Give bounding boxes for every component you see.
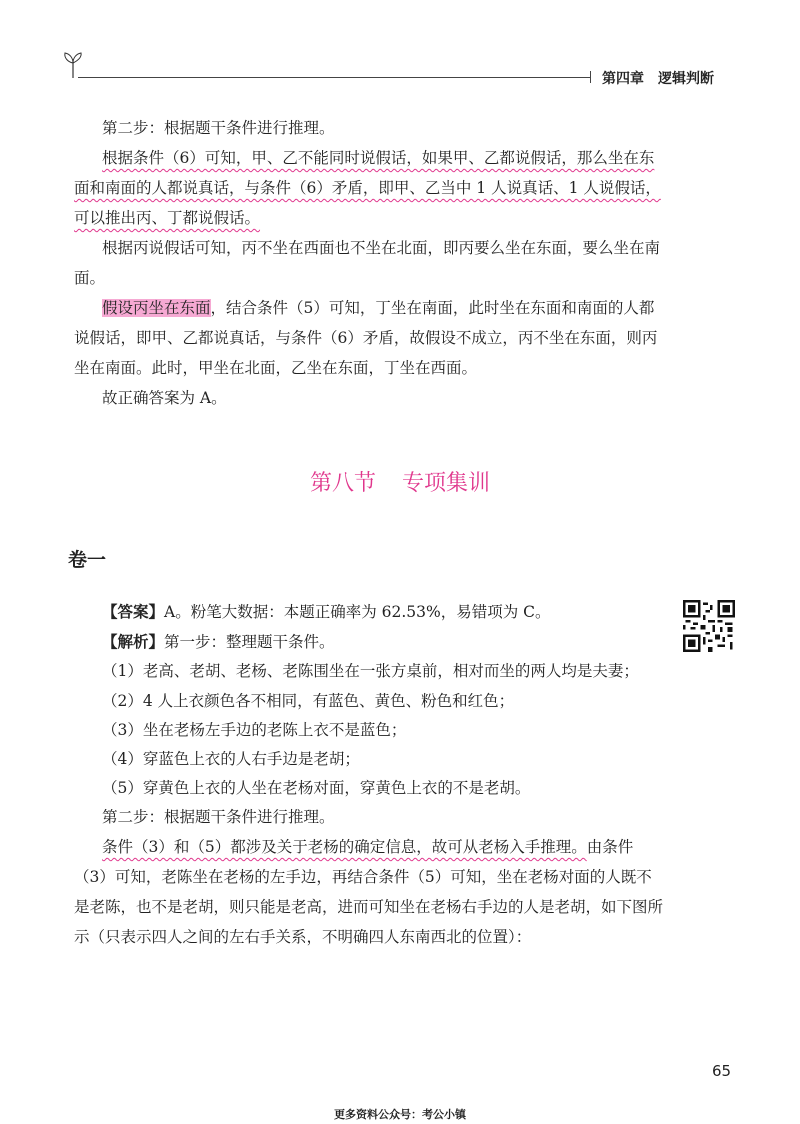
reasoning-wavy-text: 条件（3）和（5）都涉及关于老杨的确定信息，故可从老杨入手推理。	[102, 838, 587, 856]
reasoning-text: 由条件（3）可知，老陈坐在老杨的左手边，再结合条件（5）可知，坐在老杨对面的人既不是老陈，也不是老胡，则只能是老高，进而可知坐在老杨右手边的人是老胡，如下图所示（只表示四人之间的左右手关系，不明确四人东南西北的位置）：	[74, 838, 664, 946]
header-rule-tick	[590, 71, 591, 83]
condition-item	[74, 656, 664, 686]
condition-item	[74, 715, 664, 745]
condition-item	[74, 686, 664, 716]
chapter-subject: 逻辑判断	[658, 71, 714, 87]
condition-2: （2）4 人上衣颜色各不相同，有蓝色、黄色、粉色和红色；	[102, 692, 515, 710]
condition-1: （1）老高、老胡、老杨、老陈围坐在一张方桌前，相对而坐的两人均是夫妻；	[102, 662, 639, 680]
answer-text: 故正确答案为 A。	[102, 389, 227, 407]
answer-block-text: A。粉笔大数据：本题正确率为 62.53%，易错项为 C。	[164, 603, 551, 621]
step2-line	[74, 802, 664, 832]
analysis-label: 【解析】	[102, 633, 165, 651]
step2-text: 第二步：根据题干条件进行推理。	[102, 119, 335, 137]
sprout-logo-icon	[62, 50, 84, 80]
paragraph-step2	[74, 113, 664, 143]
page-number: 65	[712, 1062, 732, 1080]
analysis-line	[74, 627, 664, 657]
section-name: 专项集训	[402, 471, 491, 496]
chapter-header	[602, 68, 714, 88]
answer-line	[74, 597, 664, 627]
condition-3: （3）坐在老杨左手边的老陈上衣不是蓝色；	[102, 721, 407, 739]
paragraph-condition6	[74, 143, 664, 233]
header-rule	[78, 77, 590, 78]
assumption-text: ，结合条件（5）可知，丁坐在南面，此时坐在东面和南面的人都说假话，即甲、乙都说真话，与条件（6）矛盾，故假设不成立，丙不坐在东面，则丙坐在南面。此时，甲坐在北面，乙坐在东面，丁坐在西面。	[74, 299, 658, 377]
condition-5: （5）穿黄色上衣的人坐在老杨对面，穿黄色上衣的不是老胡。	[102, 779, 531, 797]
answer-step2-text: 第二步：根据题干条件进行推理。	[102, 808, 335, 826]
analysis-text: 第一步：整理题干条件。	[164, 633, 335, 651]
condition-4: （4）穿蓝色上衣的人右手边是老胡；	[102, 750, 360, 768]
condition-item	[74, 773, 664, 803]
footer-text: 更多资料公众号：考公小镇	[334, 1108, 466, 1121]
assumption-highlight: 假设丙坐在东面	[102, 299, 211, 317]
paragraph-assumption	[74, 293, 664, 383]
qr-code-icon	[683, 600, 735, 652]
answer-label: 【答案】	[102, 603, 165, 621]
section-title	[0, 466, 800, 497]
condition-item	[74, 744, 664, 774]
volume-heading: 卷一	[68, 549, 107, 571]
paragraph-answer	[74, 383, 664, 413]
bing-false-text: 根据丙说假话可知，丙不坐在西面也不坐在北面，即丙要么坐在东面，要么坐在南面。	[74, 239, 661, 287]
paragraph-bing-false	[74, 233, 664, 293]
chapter-label: 第四章	[602, 71, 644, 87]
reasoning-paragraph	[74, 832, 664, 952]
section-number: 第八节	[309, 471, 376, 496]
condition6-wavy-text: 根据条件（6）可知，甲、乙不能同时说假话，如果甲、乙都说假话，那么坐在东面和南面的人都说真话，与条件（6）矛盾，即甲、乙当中 1 人说真话、1 人说假话，可以推出丙、丁都说假话。	[74, 149, 661, 227]
